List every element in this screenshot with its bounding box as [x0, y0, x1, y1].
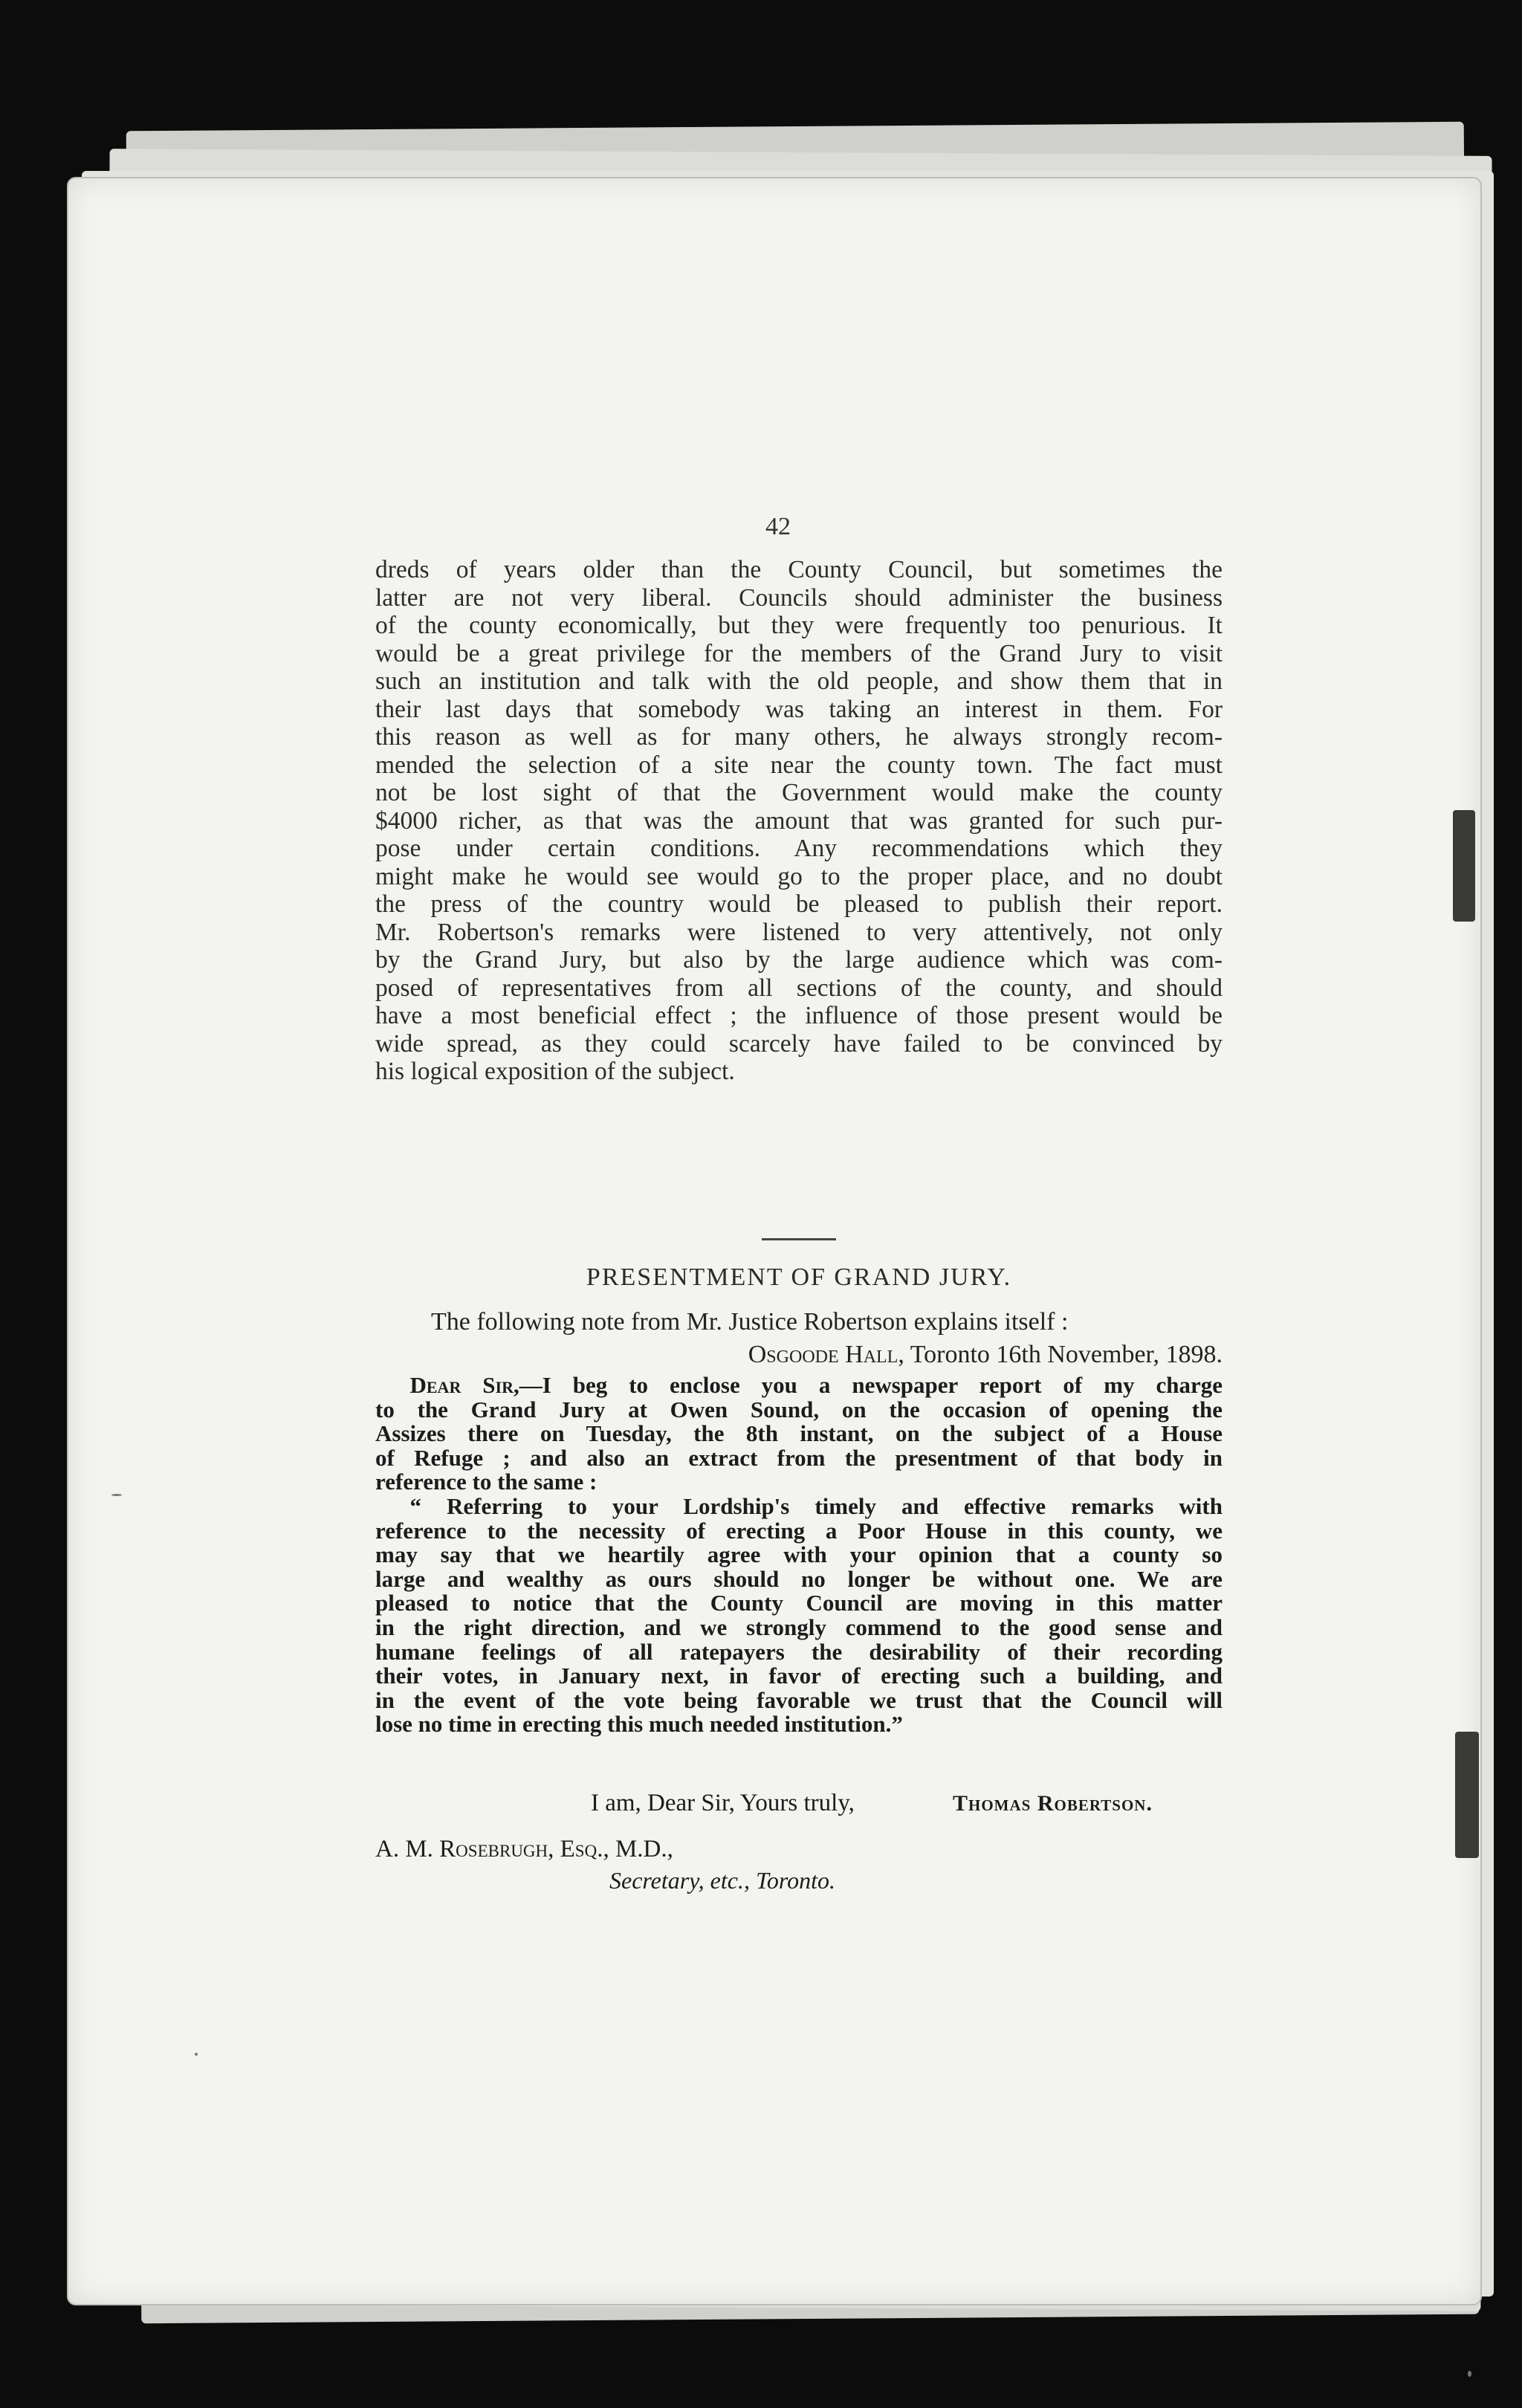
binding-clip: [1455, 1732, 1479, 1858]
letter-signature: Thomas Robertson.: [953, 1791, 1153, 1816]
section-divider: [762, 1238, 836, 1240]
binding-clip: [1453, 810, 1475, 922]
addressee-title: Secretary, etc., Toronto.: [609, 1867, 835, 1894]
letter-salutation: Dear Sir,: [409, 1372, 519, 1398]
paragraph-line: $4000 richer, as that was the amount that was granted for such pur-: [375, 806, 1223, 835]
letter-line: [375, 1492, 1223, 1519]
letter-line-text: —I beg to enclose you a newspaper report of my charge: [519, 1372, 1223, 1398]
letter-line: [375, 1373, 1223, 1398]
dateline-place: Osgoode Hall: [748, 1341, 898, 1368]
paragraph-line: latter are not very liberal. Councils should administer the business: [375, 583, 1223, 612]
letter-line: humane feelings of all ratepayers the desirability of their recording: [375, 1638, 1223, 1665]
letter-line: reference to the necessity of erecting a Poor House in this county, we: [375, 1517, 1223, 1544]
letter-line: of Refuge ; and also an extract from the presentment of that body in: [375, 1444, 1223, 1471]
paragraph-line: might make he would see would go to the proper place, and no doubt: [375, 862, 1223, 890]
section-heading: PRESENTMENT OF GRAND JURY.: [586, 1263, 1012, 1291]
document-page: [68, 178, 1480, 2304]
paragraph-line: this reason as well as for many others, he always strongly recom-: [375, 723, 1223, 751]
body-paragraph: [375, 556, 1223, 1086]
letter-line: large and wealthy as ours should no longer be without one. We are: [375, 1565, 1223, 1592]
letter-body: [375, 1373, 1223, 1737]
letter-line: in the event of the vote being favorable we trust that the Council will: [375, 1686, 1223, 1713]
paragraph-line: have a most beneficial effect ; the influence of those present would be: [375, 1002, 1223, 1029]
paragraph-line: of the county economically, but they were frequently too penurious. It: [375, 612, 1223, 639]
letter-dateline: [375, 1341, 1223, 1369]
letter-line: lose no time in erecting this much needed institution.”: [375, 1711, 903, 1738]
letter-line: to the Grand Jury at Owen Sound, on the occasion of opening the: [375, 1396, 1223, 1423]
dateline-rest: , Toronto 16th November, 1898.: [898, 1341, 1223, 1368]
paragraph-line: not be lost sight of that the Government would make the county: [375, 779, 1223, 806]
page-number: 42: [765, 513, 791, 540]
paragraph-line: Mr. Robertson's remarks were listened to very attentively, not only: [375, 918, 1223, 946]
letter-line: Assizes there on Tuesday, the 8th instant, on the subject of a House: [375, 1420, 1223, 1447]
addressee-name: A. M. Rosebrugh, Esq., M.D.,: [375, 1836, 673, 1862]
paragraph-line: pose under certain conditions. Any recommendations which they: [375, 835, 1223, 862]
paragraph-line: wide spread, as they could scarcely have failed to be convinced by: [375, 1029, 1223, 1058]
letter-signoff: I am, Dear Sir, Yours truly,: [591, 1790, 855, 1816]
letter-line-text: “ Referring to your Lordship's timely and effective remarks with: [409, 1492, 1223, 1519]
paragraph-line: his logical exposition of the subject.: [375, 1058, 735, 1085]
paragraph-line: by the Grand Jury, but also by the large audience which was com-: [375, 946, 1223, 974]
letter-line: their votes, in January next, in favor of erecting such a building, and: [375, 1663, 1223, 1689]
paper-speck: [195, 2053, 198, 2056]
paragraph-line: dreds of years older than the County Council, but sometimes the: [375, 556, 1223, 583]
paragraph-line: mended the selection of a site near the county town. The fact must: [375, 751, 1223, 779]
paragraph-line: such an institution and talk with the old people, and show them that in: [375, 667, 1223, 695]
paragraph-line: posed of representatives from all sections of the county, and should: [375, 974, 1223, 1002]
letter-line: in the right direction, and we strongly commend to the good sense and: [375, 1614, 1223, 1640]
letter-line: pleased to notice that the County Council are moving in this matter: [375, 1590, 1223, 1616]
intro-line: The following note from Mr. Justice Robertson explains itself :: [431, 1308, 1069, 1336]
paper-speck: [111, 1494, 122, 1496]
paragraph-line: the press of the country would be pleased to publish their report.: [375, 890, 1223, 918]
paragraph-line: their last days that somebody was taking an interest in them. For: [375, 695, 1223, 723]
paper-speck: [1468, 2371, 1471, 2377]
letter-line: reference to the same :: [375, 1469, 598, 1495]
letter-line: may say that we heartily agree with your opinion that a county so: [375, 1541, 1223, 1568]
paragraph-line: would be a great privilege for the members of the Grand Jury to visit: [375, 639, 1223, 667]
